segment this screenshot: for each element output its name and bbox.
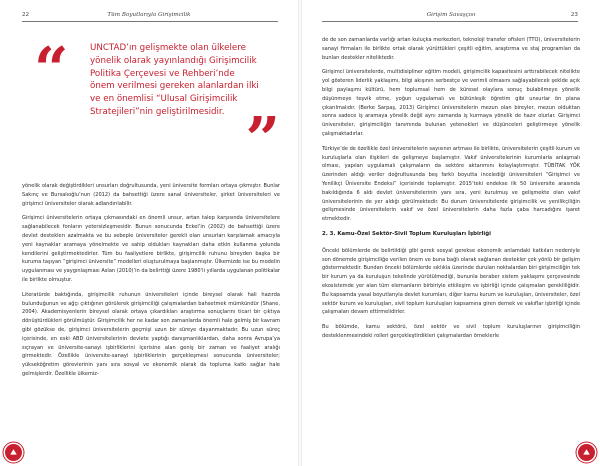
- paragraph: Literatürde baktığında, girişimcilik ruhunun üniversiteleri içinde bireysel olarak hali hazırda bulunduğunun ve ağçı çıktığının görülerek girişimciliği çalışmalardan bahsetmek mümkündür (Shane, 2004). Akademisyenlerin bireysel olarak ortaya çıkardıkları araştırma sonuçlarını ticari bir çıktıya dönüştürdükleri görülmüştür. Girişimcilik her ne kadar son zamanlarda önemli hale gelmiş bir kavram gibi gözükse de, girişimci üniversitelerin geçmişi uzun bir süreye dayanmaktadır. Bu uzun süreç içerisinde, en eski ABD üniversitelerinin devlete yaptığı danışmanlıklardan, daha sonra Avrupa’ya sıçrayan ve üniversite-sanayi işbirliklerini içerisine alan geniş bir zaman ve faaliyet aralığı girmektedir. Özellikle üniversite-sanayi işbirliklerinin gerçekleşmesi sonucunda üniversiteler; yükseköğretim görevlerinin yanı sıra sosyal ve ekonomik olarak da topluma katkı sağlar hale gelmişlerdir. Özellikle ülkemiz-: [22, 291, 280, 377]
- paragraph: Bu bölümde, kamu sektörü, özel sektör ve sivil toplum kuruluşlarının girişimciliğin desteklenmesindeki rolleri gerçekleştirdikleri çalışmalardan örneklerle: [322, 324, 580, 339]
- right-header-rule: [322, 21, 578, 22]
- paragraph: yönelik olarak değiştirdikleri unsurları doğrultusunda, yeni üniversite formları ortaya çıkmıştır. Bunlar Sakınç ve Bursalıoğlu’nun (2012) da bahsettiği üzere sanal üniversiteler, şirket üniversiteleri ve girişimci üniversiteler olarak adlandırılabilir.: [22, 183, 280, 207]
- left-page-number: 22: [22, 12, 30, 18]
- pull-quote-text: UNCTAD’ın gelişmekte olan ülkelere yönelik olarak yayınlandığı Girişimcilik Politika Çerçevesi ve Rehberi’nde önem verilmesi gereken alanlardan ilki ve en önemlisi “Ulusal Girişimcilik Stratejileri”nin geliştirilmesidir.: [90, 43, 259, 117]
- close-quote-icon: ”: [245, 105, 280, 175]
- prev-page-icon: [8, 447, 19, 458]
- next-page-icon: [581, 447, 592, 458]
- open-quote-icon: “: [34, 35, 69, 105]
- prev-page-button[interactable]: [5, 444, 22, 461]
- paragraph: Türkiye’de de özellikle özel üniversitelerin sayısının artması ile birlikte, üniversitelerin çeşitli kurum ve kuruluşlarla olan ilişkileri de gelişmeye başlamıştır. Vakıf üniversitelerinin kurumlarla anlaşmalı olması, yapılan uygulamalı çalışmaların da sektöre aktarımını kolaylaştırmıştır. TÜBİTAK YÖK üzerinden aldığı veriler doğrultusunda beş farklı boyutta incelediği üniversiteleri “Girişimci ve Yenilikçi Üniversite Endeksi” içerisinde toplamıştır. 2015’teki endekse ilk 50 üniversite arasında bakıldığında 6 aldı devlet üniversitelerinin yanı sıra, yeni kurulmuş ve gelişmekte olan vakıf üniversitelerinin de yer aldığı görülmektedir. Bu durum üniversitelerde girişimcilik ve yenilikçiliğin gelişmesinde üniversitelerin vakıf ve özel üniversitelerin daha fazla çaba harcadığını işaret etmektedir.: [322, 145, 580, 223]
- right-page-header: [302, 12, 600, 24]
- right-page-number: 23: [570, 12, 578, 18]
- left-page: [0, 0, 298, 466]
- paragraph: Girişimci üniversitelerde, multidisipliner eğitim modeli, girişimcilik kapasitesini arttırabilecek nitelikte yol gösteren liderlik yaklaşımı, bilgi akışının serbestçe ve verimli olmasını sağlayabilecek şeklde açık bilgi paylaşımı kültürü, hem toplumsal hem de küresel olaylara sonuç bulabilmeye yönelik düşünmeye teşvik etme, yoğun uygulamalı ve bütünleşik öğretim gibi unsurlar ön plana çıkarılmalıdır. (Berke Sarpaş, 2013) Girişimci üniversitelerin mezun olan bireyler, mezun olduktan sonra sadece iş aramaya yönelik değil aynı zamanda iş kurmaya yönelik de hazır olurlar. Girişimci üniversiteler, girişimciliğin tanımında bulunan yetenekleri ve düşünceleri geliştirmeye yönelik çalışmaktadırlar.: [322, 69, 580, 137]
- section-heading: 2. 3. Kamu-Özel Sektör-Sivil Toplum Kuruluşları İşbirliği: [322, 230, 491, 237]
- next-page-button[interactable]: [578, 444, 595, 461]
- left-page-header: [0, 12, 298, 24]
- paragraph: Önceki bölümlerde de belirtildiği gibi gerek sosyal gerekse ekonomik anlamdaki katkıları nedeniyle son dönemde girişimciliğe verilen önem ve buna bağlı olarak sağlanan destekler çok yönlü bir gelişim göstermektedir. Bundan önceki bölümlerde sıklıkla üzerinde durulan noktalardan biri girişimciliğin tek bir kurum ya da kuruluşun tekelinde yürütülmediği, bununla beraber sistem yaklaşımı çerçevesinde ekosistemde yer alan tüm elemanların birbiriyle etkileşim ve işbirliği içinde çalışmaları gerekliliğidir. Bu kapsamda yasal boyutlarıyla devlet kurumları, diğer kamu kurum ve kuruluşları, üniversiteler, özel sektör kurum ve kuruluşları, sivil toplum kuruluşları kapsamına giren dernek ve vakıflar işbirliği içinde çalışmaları devam ettirmelidirler.: [322, 247, 580, 316]
- right-page: [302, 0, 600, 466]
- left-body-text: [22, 182, 280, 385]
- left-running-title: Tüm Boyutlarıyla Girişimcilik: [107, 12, 191, 18]
- right-running-title: Girişim Savaşçısı: [426, 12, 476, 18]
- paragraph: Girişimci üniversitelerin ortaya çıkmasındaki en önemli unsur, artan talep karşısında üniversitelere sağlanabilecek fonların yetersizleşmesidir. Bunun sonucunda Eckel’in (2002) de bahsettiği üzere devlet desteklerı azalmakta ve bu sebeple üniversiteler gerekli olan unsurları karşılamak amacıyla yeni kaynaklar aramaya yönelmekte ve sahip oldukları kaynakları daha etkin kullanma yolunda kendilerini geliştirmektedirler. Tüm bu faaliyetlere birlikte, girişimcilik ruhunu bireyden başka bir kuruma taşıyan “girişimci üniversite” modelleri oluşturulmaya başlanmıştır. Ülkemizde ise bu modelin uygulanması ve yaygınlaşması Aslan (2010)’in da belirttiği üzere 1980’li yıllarda uygulanan politikalar ile birlikte olmuştur.: [22, 215, 280, 283]
- left-header-rule: [22, 21, 278, 22]
- pull-quote: [28, 35, 280, 175]
- right-body-text: [322, 36, 580, 347]
- paragraph: de de son zamanlarda varlığı artan kuluçka merkezleri, teknoloji transfer ofisleri (TTO), üniversitelerin sanayi firmaları ile birlikte ortak olarak yürüttükleri çeşitli eğitim, araştırma ve staj programları da bunları destekler niteliktedir.: [322, 37, 580, 61]
